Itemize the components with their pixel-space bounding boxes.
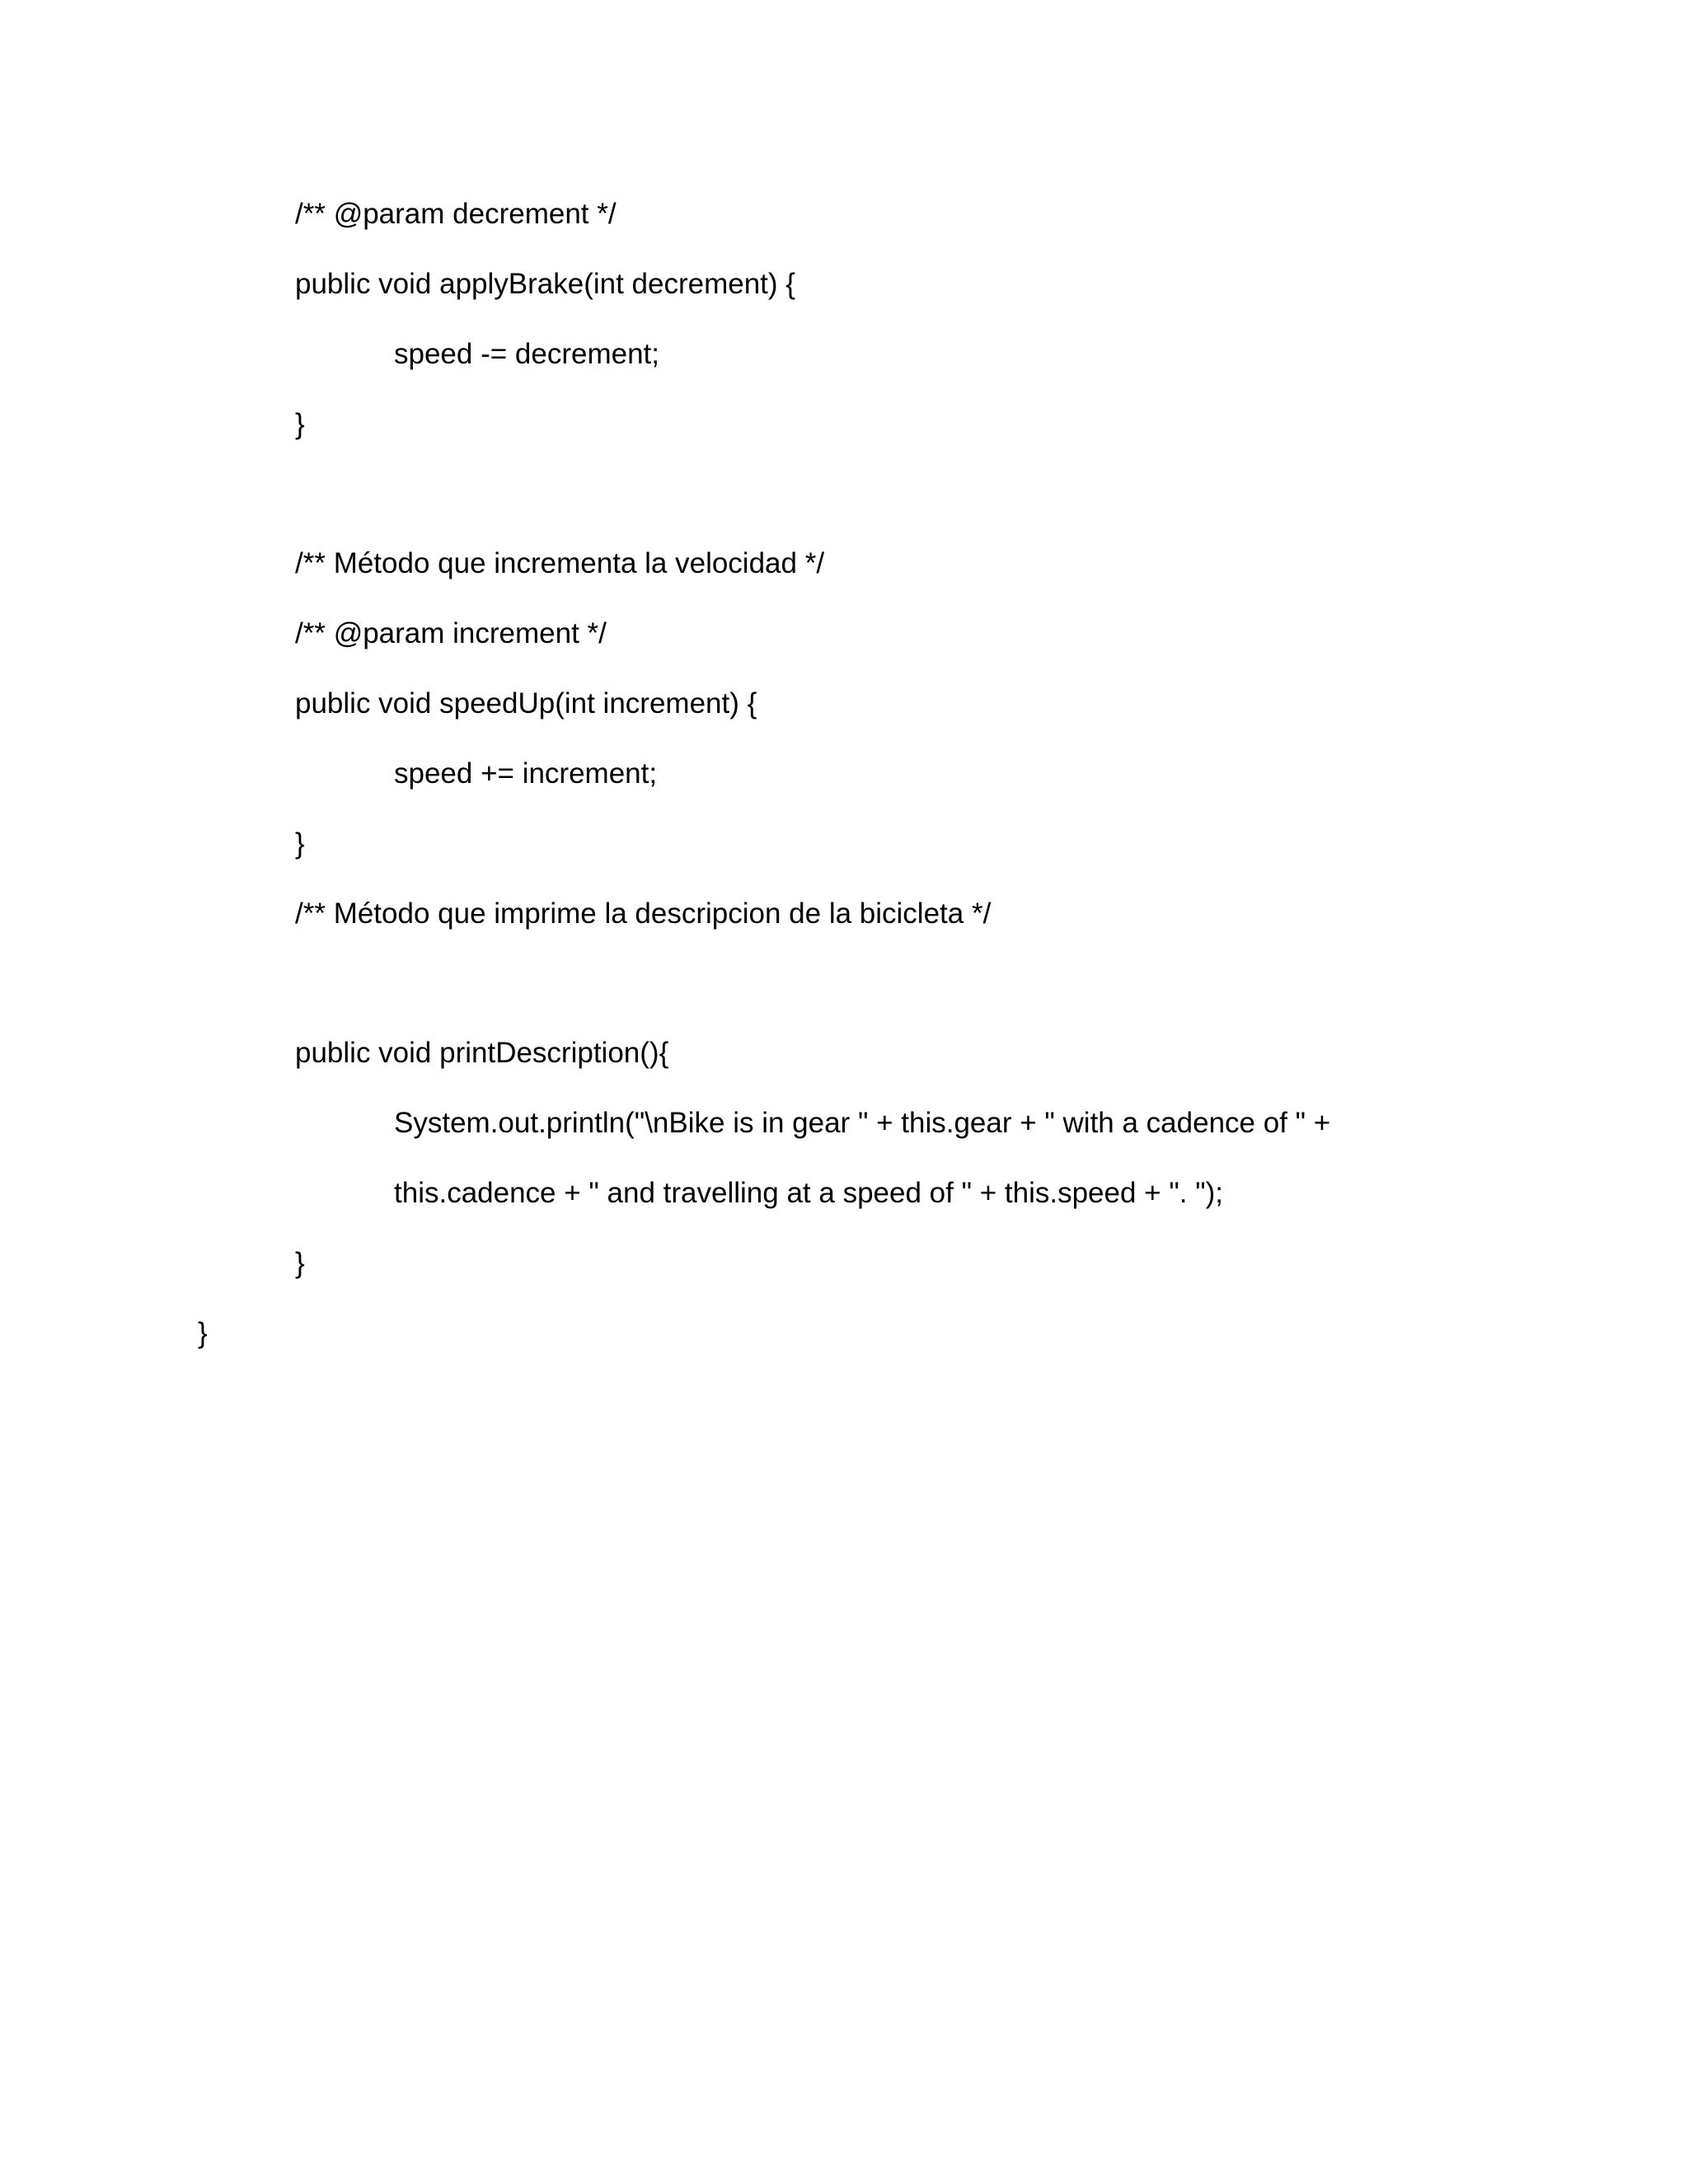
statement-speed-increment: speed += increment; [394,757,658,790]
closing-brace-class: } [198,1317,208,1349]
statement-speed-decrement: speed -= decrement; [394,338,659,370]
method-signature-speedup: public void speedUp(int increment) { [295,687,757,719]
closing-brace-speedup: } [295,827,305,860]
javadoc-printdescription: /** Método que imprime la descripcion de la bicicleta */ [295,898,992,930]
javadoc-param-increment: /** @param increment */ [295,617,607,649]
statement-println-part1: System.out.println("\nBike is in gear " + this.gear + " with a cadence of " + [394,1107,1331,1139]
method-signature-applybrake: public void applyBrake(int decrement) { [295,268,795,300]
statement-println-part2: this.cadence + " and travelling at a speed of " + this.speed + ". "); [394,1177,1223,1209]
closing-brace-printdescription: } [295,1247,305,1279]
closing-brace-applybrake: } [295,408,305,440]
javadoc-speedup-description: /** Método que incrementa la velocidad */ [295,547,825,579]
method-signature-printdescription: public void printDescription(){ [295,1037,669,1069]
javadoc-param-decrement: /** @param decrement */ [295,198,617,230]
